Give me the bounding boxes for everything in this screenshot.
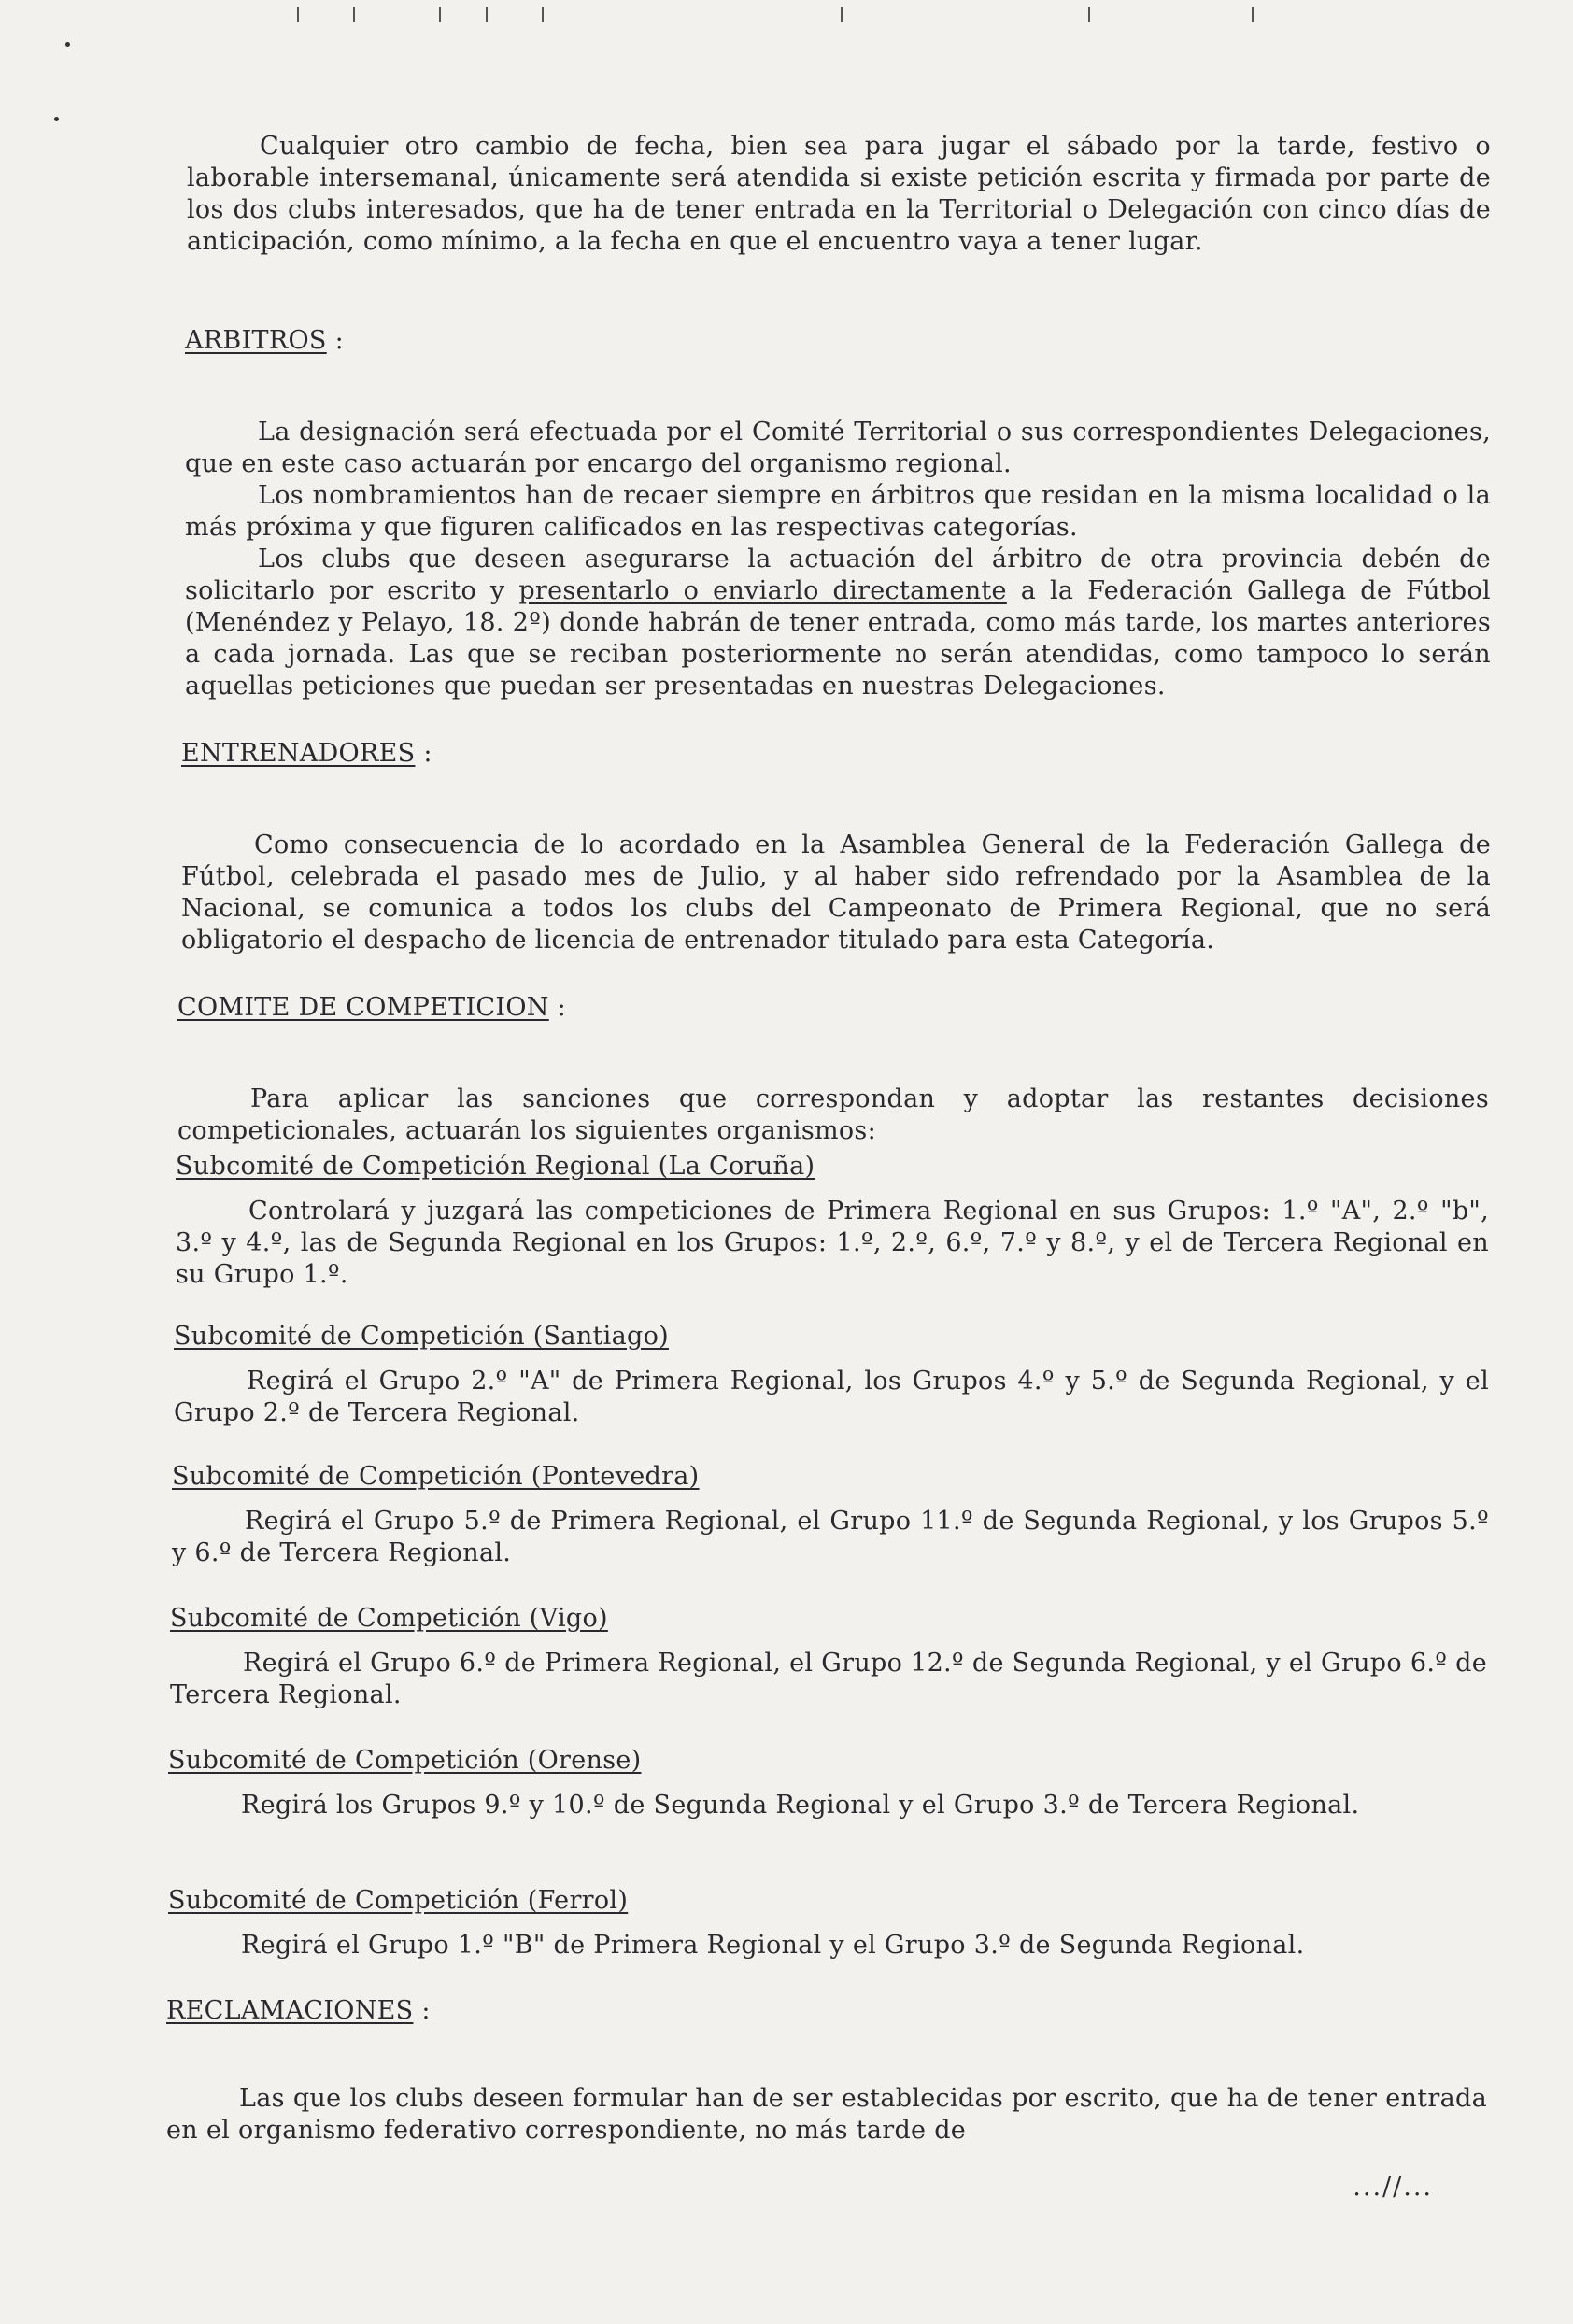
reclamaciones-paragraph: Las que los clubs deseen formular han de ser establecidas por escrito, que ha de tener entrada en el organismo federativo correspondiente, no más tarde de [166,2084,1487,2145]
arbitros-paragraph-1: La designación será efectuada por el Comité Territorial o sus correspondientes Delegaciones, que en este caso actuarán por encargo del organismo regional. [185,418,1491,478]
subcomite-title: Subcomité de Competición (Orense) [168,1746,642,1775]
subcomite-pontevedra [172,1461,1489,1569]
comite-section [177,992,1489,1147]
scan-mark [486,7,488,22]
subcomite-text: Regirá el Grupo 6.º de Primera Regional, el Grupo 12.º de Segunda Regional, y el Grupo 6.º de Tercera Regional. [170,1649,1487,1709]
scan-mark [353,7,355,22]
scan-mark [297,7,299,22]
arbitros-paragraph-2: Los nombramientos han de recaer siempre en árbitros que residan en la misma localidad o la más próxima y que figuren calificados en las respectivas categorías. [185,481,1491,542]
reclamaciones-heading: RECLAMACIONES : [166,1996,431,2025]
subcomite-title: Subcomité de Competición (Ferrol) [168,1886,629,1915]
scan-mark [1252,7,1254,22]
comite-paragraph: Para aplicar las sanciones que correspondan y adoptar las restantes decisiones competicionales, actuarán los siguientes organismos: [177,1084,1489,1145]
entrenadores-section [181,738,1491,957]
comite-heading: COMITE DE COMPETICION : [177,993,567,1022]
subcomite-title: Subcomité de Competición Regional (La Coruña) [176,1152,815,1181]
subcomite-title: Subcomité de Competición (Vigo) [170,1604,608,1633]
scan-mark [542,7,544,22]
entrenadores-heading: ENTRENADORES : [181,739,432,768]
subcomite-text: Regirá el Grupo 1.º "B" de Primera Regional y el Grupo 3.º de Segunda Regional. [241,1931,1305,1960]
arbitros-paragraph-3: Los clubs que deseen asegurarse la actuación del árbitro de otra provincia debén de solicitarlo por escrito y presentarlo o enviarlo directamente a la Federación Gallega de Fútbol (Menéndez y Pelayo, 18. 2º) donde habrán de tener entrada, como más tarde, los martes anteriores a cada jornada. Las que se reciban posteriormente no serán atendidas, como tampoco lo serán aquellas peticiones que puedan ser presentadas en nuestras Delegaciones. [185,545,1491,701]
scan-speck [54,117,59,121]
entrenadores-paragraph: Como consecuencia de lo acordado en la Asamblea General de la Federación Gallega de Fútbol, celebrada el pasado mes de Julio, y al haber sido refrendado por la Asamblea de la Nacional, se comunica a todos los clubs del Campeonato de Primera Regional, que no será obligatorio el despacho de licencia de entrenador titulado para esta Categoría. [181,830,1491,955]
continuation-mark: ...//... [1353,2173,1433,2202]
intro-section [187,131,1491,258]
subcomite-title: Subcomité de Competición (Pontevedra) [172,1462,700,1491]
underlined-instruction: presentarlo o enviarlo directamente [518,576,1007,605]
scan-mark [439,7,441,22]
arbitros-section [185,325,1491,702]
subcomite-orense [168,1745,1487,1821]
subcomite-text: Regirá el Grupo 5.º de Primera Regional, el Grupo 11.º de Segunda Regional, y los Grupos 5.º y 6.º de Tercera Regional. [172,1507,1489,1567]
subcomite-title: Subcomité de Competición (Santiago) [174,1322,669,1351]
subcomite-text: Regirá los Grupos 9.º y 10.º de Segunda Regional y el Grupo 3.º de Tercera Regional. [241,1791,1360,1820]
intro-paragraph: Cualquier otro cambio de fecha, bien sea para jugar el sábado por la tarde, festivo o laborable intersemanal, únicamente será atendida si existe petición escrita y firmada por parte de los dos clubs interesados, que ha de tener entrada en la Territorial o Delegación con cinco días de anticipación, como mínimo, a la fecha en que el encuentro vaya a tener lugar. [187,132,1491,256]
subcomite-text: Controlará y juzgará las competiciones de Primera Regional en sus Grupos: 1.º "A", 2.º "b", 3.º y 4.º, las de Segunda Regional en los Grupos: 1.º, 2.º, 6.º, 7.º y 8.º, y el de Tercera Regional en su Grupo 1.º. [176,1197,1489,1289]
scan-mark [841,7,843,22]
reclamaciones-section [166,1995,1487,2147]
subcomite-santiago [174,1321,1489,1429]
scan-mark [1088,7,1090,22]
arbitros-heading: ARBITROS : [185,326,345,355]
subcomite-text: Regirá el Grupo 2.º "A" de Primera Regional, los Grupos 4.º y 5.º de Segunda Regional, y el Grupo 2.º de Tercera Regional. [174,1367,1489,1427]
subcomite-la-coruna [176,1151,1489,1291]
scan-speck [65,42,70,47]
subcomite-ferrol [168,1885,1487,1962]
subcomite-vigo [170,1603,1487,1711]
